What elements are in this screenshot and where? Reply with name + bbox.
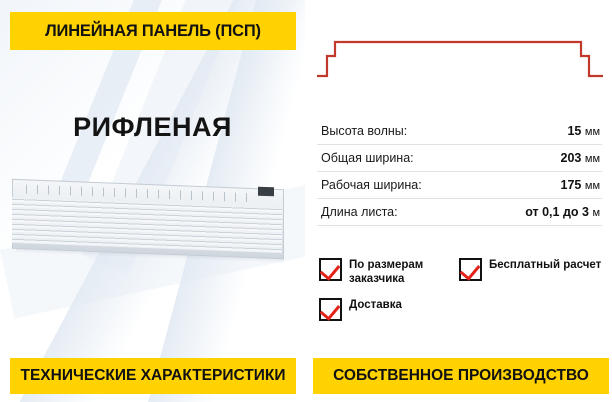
spec-unit: мм xyxy=(584,153,600,165)
tech-specs-banner xyxy=(10,358,296,394)
profile-diagram-icon xyxy=(313,36,608,82)
spec-label: Общая ширина: xyxy=(321,151,414,165)
spec-label: Высота волны: xyxy=(321,124,408,138)
tech-specs-banner-label: ТЕХНИЧЕСКИЕ ХАРАКТЕРИСТИКИ xyxy=(20,367,286,384)
right-panel xyxy=(305,0,612,402)
spec-value: 15 мм xyxy=(567,124,600,138)
title-banner-label: ЛИНЕЙНАЯ ПАНЕЛЬ (ПСП) xyxy=(45,21,261,40)
title-banner xyxy=(10,12,296,50)
feature-list xyxy=(319,258,604,333)
spec-unit: мм xyxy=(584,126,600,138)
spec-row xyxy=(317,145,602,172)
feature-item xyxy=(459,258,601,281)
spec-row xyxy=(317,172,602,199)
checkmark-icon xyxy=(319,258,342,281)
spec-table xyxy=(317,118,602,226)
left-panel xyxy=(0,0,305,402)
spec-unit: мм xyxy=(584,180,600,192)
feature-item xyxy=(319,298,459,321)
checkmark-icon xyxy=(319,298,342,321)
spec-label: Рабочая ширина: xyxy=(321,178,422,192)
product-image xyxy=(12,178,294,268)
spec-row xyxy=(317,118,602,145)
feature-label: Доставка xyxy=(349,299,402,311)
spec-value: 175 мм xyxy=(560,178,600,192)
spec-row xyxy=(317,199,602,226)
page-title: РИФЛЕНАЯ xyxy=(73,112,232,142)
product-end-cap xyxy=(258,187,274,197)
spec-label: Длина листа: xyxy=(321,205,398,219)
feature-row xyxy=(319,258,604,286)
own-production-banner xyxy=(313,358,609,394)
feature-item xyxy=(319,258,459,286)
feature-row xyxy=(319,298,604,321)
spec-value: 203 мм xyxy=(560,151,600,165)
spec-unit: м xyxy=(592,207,600,219)
checkmark-icon xyxy=(459,258,482,281)
feature-label: По размерам заказчика xyxy=(349,259,424,285)
own-production-banner-label: СОБСТВЕННОЕ ПРОИЗВОДСТВО xyxy=(333,367,589,384)
feature-label: Бесплатный расчет xyxy=(489,259,602,271)
spec-value: от 0,1 до 3 м xyxy=(525,205,600,219)
